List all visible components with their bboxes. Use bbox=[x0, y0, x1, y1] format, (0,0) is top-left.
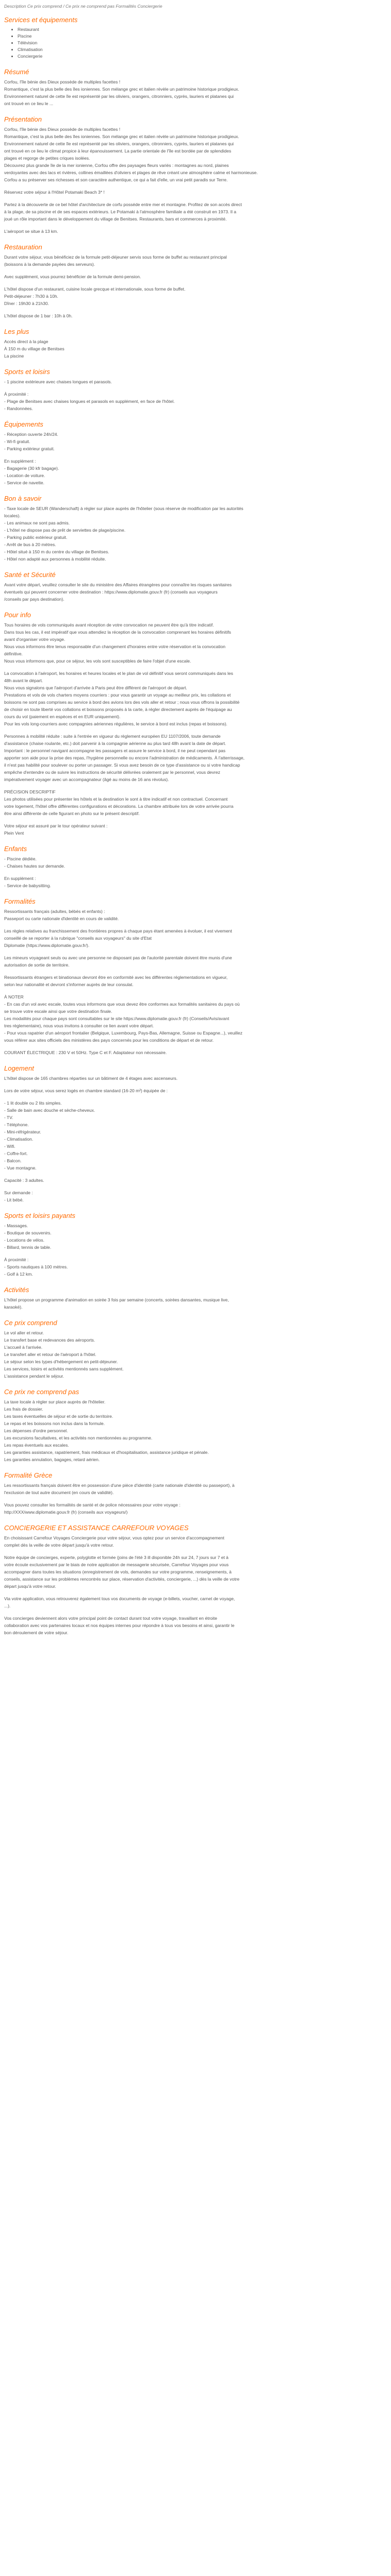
section-ce-prix-ne-comprend-pas bbox=[4, 1388, 387, 1463]
text-line: Accès direct à la plage bbox=[4, 339, 48, 344]
section-sante-et-securite bbox=[4, 571, 387, 603]
paragraph bbox=[4, 670, 387, 727]
text-line: être ainsi différente de celle figurant en photo sur le présent descriptif. bbox=[4, 811, 140, 816]
text-line: ont trouvé en ce lieu le climat propice à leur épanouissement. La partie orientale de l'île est bordée par de splendides bbox=[4, 148, 232, 154]
text-line: Nous vous signalons que l'aéroport d'arrivée à Paris peut être différent de l'aéroport de départ. bbox=[4, 685, 187, 690]
text-line: avant d'organiser votre voyage. bbox=[4, 637, 66, 642]
text-line: - Téléphone. bbox=[4, 1122, 29, 1127]
section-heading-conciergerie-et-assistance-carrefour-voyages: CONCIERGERIE ET ASSISTANCE CARREFOUR VOYAGES bbox=[4, 1524, 189, 1532]
paragraph bbox=[4, 78, 387, 107]
paragraph bbox=[4, 822, 387, 837]
text-line: Ressortissants étrangers et binationaux devront être en conformité avec les différentes réglementations en vigueur, bbox=[4, 975, 228, 980]
text-line: - Les animaux ne sont pas admis. bbox=[4, 520, 70, 526]
text-line: définitive. bbox=[4, 651, 23, 656]
text-line: - Sports nautiques à 100 mètres. bbox=[4, 1264, 68, 1269]
text-line: Environnement naturel de cette île est représenté par les oliviers, orangers, citronniers, cyprès, lauriers et platanes qui bbox=[4, 141, 234, 146]
section-heading-resume: Résumé bbox=[4, 68, 29, 76]
text-line: 48h avant le départ. bbox=[4, 678, 43, 683]
paragraph bbox=[4, 875, 387, 889]
paragraph bbox=[4, 228, 387, 235]
text-line: L'hôtel dispose de 1 bar : 10h à 0h. bbox=[4, 313, 73, 318]
text-line: - Réception ouverte 24h/24. bbox=[4, 432, 58, 437]
paragraph bbox=[4, 1049, 387, 1056]
paragraph bbox=[4, 1099, 387, 1172]
text-line: Les frais de dossier. bbox=[4, 1406, 43, 1412]
text-line: à la plage, de sa piscine et de ses espaces extérieurs. Le Potamaki à l'atmosphère familiale a été construit en 1973. Il a bbox=[4, 209, 237, 214]
text-line: conseils, assistance sur les problèmes rencontrés sur place, réservation d'activités, conciergerie, ...) dès la veille de votre bbox=[4, 1577, 240, 1582]
breadcrumb-text[interactable]: Description Ce prix comprend / Ce prix ne comprend pas Formalités Conciergerie bbox=[4, 4, 162, 9]
text-line: vous référer aux sites officiels des ministères des pays concernés pour les conditions de départ et de retour. bbox=[4, 1038, 214, 1043]
text-line: tres règlementaire), nous vous invitons à consulter ce lien avant votre départ. bbox=[4, 1023, 154, 1028]
text-line: cours du vol (paiement en espèces et en EUR uniquement). bbox=[4, 714, 121, 719]
text-line: empêche d'entendre ou de suivre les instructions de sécurité délivrées oralement par le personnel, vous devrez bbox=[4, 770, 220, 775]
paragraph bbox=[4, 954, 387, 969]
text-line: Vos concierges deviennent alors votre principal point de contact durant tout votre voyage, travaillant en étroite bbox=[4, 1616, 217, 1621]
paragraph bbox=[4, 273, 387, 280]
text-line: - Location de voiture. bbox=[4, 473, 45, 478]
section-sports-et-loisirs bbox=[4, 368, 387, 412]
section-restauration bbox=[4, 243, 387, 319]
text-line: L'aéroport se situe à 13 km. bbox=[4, 229, 58, 234]
text-line: - Service de navette. bbox=[4, 480, 44, 485]
text-line: Le transfert base et redevances des aéroports. bbox=[4, 1337, 95, 1343]
paragraph bbox=[4, 189, 387, 196]
text-line: selon leur nationalité et devront s'informer auprès de leur consulat. bbox=[4, 982, 134, 987]
text-line: votre écoute exclusivement par le biais de notre application de messagerie sécurisée, Carrefour Voyages pour vous bbox=[4, 1562, 229, 1567]
text-line: À proximité : bbox=[4, 392, 29, 397]
paragraph bbox=[4, 312, 387, 319]
paragraph bbox=[4, 1222, 387, 1251]
text-line: se trouve votre escale ainsi que votre destination finale. bbox=[4, 1009, 112, 1014]
text-line: - Hôtel situé à 150 m du centre du village de Benitses. bbox=[4, 549, 109, 554]
section-heading-activites: Activités bbox=[4, 1286, 29, 1294]
text-line: - Randonnées. bbox=[4, 406, 33, 411]
text-line: locales). bbox=[4, 513, 21, 518]
text-line: karaoké). bbox=[4, 1304, 23, 1310]
text-line: - Parking extérieur gratuit. bbox=[4, 446, 55, 451]
text-line: bon déroulement de votre séjour. bbox=[4, 1630, 69, 1635]
text-line: - Climatisation. bbox=[4, 1137, 34, 1142]
text-line: Durant votre séjour, vous bénéficiez de la formule petit-déjeuner servis sous forme de buffet au restaurant principal bbox=[4, 255, 227, 260]
text-line: L'accueil à l'arrivée. bbox=[4, 1345, 43, 1350]
section-formalite-grece bbox=[4, 1471, 387, 1516]
text-line: - Massages. bbox=[4, 1223, 28, 1228]
paragraph bbox=[4, 1087, 387, 1094]
text-line: La convocation à l'aéroport, les horaires et heures locales et le plan de vol définitif vous seront communiqués dans les bbox=[4, 671, 233, 676]
text-line: Les photos utilisées pour présenter les hôtels et la destination le sont à titre indicatif et non contractuel. Concernant bbox=[4, 796, 228, 802]
text-line: Vous pouvez consulter les formalités de santé et de police nécessaires pour votre voyage : bbox=[4, 1502, 181, 1507]
paragraph bbox=[4, 126, 387, 183]
text-line: Avec supplément, vous pourrez bénéficier de la formule demi-pension. bbox=[4, 274, 141, 279]
text-line: - En cas d'un vol avec escale, toutes vous informons que vous devez être conformes aux formalités sanitaires du pays où bbox=[4, 1002, 240, 1007]
text-line: de choisir en toute liberté vos collations et boissons proposés à la carte, à régler directement auprès de l'équipage au bbox=[4, 707, 232, 712]
section-formalites bbox=[4, 897, 387, 1056]
text-line: Les règles relatives au franchissement des frontières propres à chaque pays étant amenées à évoluer, il est vivement bbox=[4, 928, 232, 934]
paragraph bbox=[4, 431, 387, 452]
text-line: collaboration avec vos partenaires locaux et nos équipes internes pour répondre à tous vos besoins et ainsi, garantir le bbox=[4, 1623, 235, 1628]
text-line: Les dépenses d'ordre personnel. bbox=[4, 1428, 68, 1433]
text-line: Sur demande : bbox=[4, 1190, 33, 1195]
text-line: - Vue montagne. bbox=[4, 1165, 37, 1171]
text-line: Plein Vent bbox=[4, 831, 24, 836]
text-line: Le repas et les boissons non inclus dans la formule. bbox=[4, 1421, 105, 1426]
text-line: impérativement voyager avec un accompagnateur (âgé au moins de 16 ans révolus). bbox=[4, 777, 169, 782]
section-heading-les-plus: Les plus bbox=[4, 328, 29, 335]
text-line: Le transfert aller et retour de l'aéroport à l'hôtel. bbox=[4, 1352, 96, 1357]
paragraph bbox=[4, 253, 387, 268]
text-line: Romantique, c'est la plus belle des îles ioniennes. Son mélange grec et italien révèle un patrimoine historique prodigieux. bbox=[4, 134, 239, 139]
text-line: Tous horaires de vols communiqués avant réception de votre convocation ne peuvent être qu'à titre indicatif. bbox=[4, 622, 214, 628]
text-line: Nous vous informons être tenus responsable d'un changement d'horaires entre votre réservation et la convocation bbox=[4, 644, 225, 649]
text-line: - Wi-fi gratuit. bbox=[4, 439, 30, 444]
section-heading-sante-et-securite: Santé et Sécurité bbox=[4, 571, 56, 579]
content-sections bbox=[4, 16, 387, 1636]
text-line: /conseils par pays destination). bbox=[4, 597, 64, 602]
section-les-plus bbox=[4, 328, 387, 360]
text-line: verdoyantes avec des lacs et rivières, collines émaillées d'oliviers et plages de rêve créant une atmosphère calme et harmonieuse. bbox=[4, 170, 258, 175]
text-line: - Pour vous rapatrier d'un aéroport frontalier (Belgique, Luxembourg, Pays-Bas, Allemagne, Suisse ou Espagne...), veuillez bbox=[4, 1030, 242, 1036]
text-line: - TV. bbox=[4, 1115, 13, 1120]
text-line: joué un rôle important dans le développement du village de Benitses. Restaurants, bars et commerces à proximité. bbox=[4, 216, 227, 222]
text-line: - 1 lit double ou 2 lits simples. bbox=[4, 1100, 62, 1106]
paragraph bbox=[4, 927, 387, 949]
list-item: • Conciergerie bbox=[18, 53, 387, 60]
paragraph bbox=[4, 201, 387, 223]
text-line: COURANT ÉLECTRIQUE : 230 V et 50Hz. Type C et F. Adaptateur non nécessaire. bbox=[4, 1050, 167, 1055]
paragraph bbox=[4, 1189, 387, 1204]
text-line: ...). bbox=[4, 1603, 11, 1608]
paragraph bbox=[4, 788, 387, 817]
paragraph bbox=[4, 1075, 387, 1082]
section-pour-info bbox=[4, 611, 387, 837]
text-line: Les repas éventuels aux escales. bbox=[4, 1443, 69, 1448]
paragraph bbox=[4, 505, 387, 563]
paragraph bbox=[4, 855, 387, 870]
text-line: Votre séjour est assuré par le tour opérateur suivant : bbox=[4, 823, 108, 828]
text-line: Corfou, l'île bénie des Dieux possède de multiples facettes ! bbox=[4, 79, 121, 84]
section-heading-sports-et-loisirs-payants: Sports et loisirs payants bbox=[4, 1212, 76, 1219]
paragraph bbox=[4, 733, 387, 783]
text-line: - Lit bébé. bbox=[4, 1197, 24, 1202]
breadcrumb bbox=[4, 3, 387, 10]
text-line: Découvrez plus grande île de la mer ionienne, Corfou offre des paysages fleurs variés : montagnes au nord, plaines bbox=[4, 163, 229, 168]
text-line: Les garanties annulation, bagages, retard aérien. bbox=[4, 1457, 100, 1462]
text-line: Réservez votre séjour à l'Hôtel Potamaki Beach 3* ! bbox=[4, 190, 105, 195]
text-line: accompagner dans toutes les situations (enregistrement de vols, demandes sur votre programme, renseignements, à bbox=[4, 1569, 232, 1574]
section-equipements bbox=[4, 420, 387, 486]
text-line: votre logement, l'hôtel offre différentes configurations et décorations. La chambre attribuée lors de votre arrivée pourra bbox=[4, 804, 234, 809]
text-line: Lors de votre séjour, vous serez logés en chambre standard (16-20 m²) équipée de : bbox=[4, 1088, 168, 1093]
paragraph bbox=[4, 1329, 387, 1380]
text-line: complet dès la veille de votre départ jusqu'à votre retour. bbox=[4, 1543, 114, 1548]
text-line: Le séjour selon les types d'hébergement en petit-déjeuner. bbox=[4, 1359, 118, 1364]
text-line: - Piscine dédiée. bbox=[4, 856, 37, 861]
paragraph bbox=[4, 1256, 387, 1278]
text-line: - Locations de vélos. bbox=[4, 1238, 44, 1243]
text-line: Dans tous les cas, il est impératif que vous attendiez la réception de la convocation comprenant les horaires définitifs bbox=[4, 630, 231, 635]
paragraph bbox=[4, 1482, 387, 1496]
section-bon-a-savoir bbox=[4, 495, 387, 563]
list-item: • Restaurant bbox=[18, 26, 387, 33]
text-line: - Bagagerie (30 kfr bagage). bbox=[4, 466, 59, 471]
text-line: - Service de babysitting. bbox=[4, 883, 51, 888]
text-line: Les taxes éventuelles de séjour et de sortie du territoire. bbox=[4, 1414, 113, 1419]
text-line: - Chaises hautes sur demande. bbox=[4, 863, 66, 869]
text-line: À proximité : bbox=[4, 1257, 29, 1262]
text-line: - Wifi. bbox=[4, 1144, 15, 1149]
paragraph bbox=[4, 1177, 387, 1184]
section-heading-restauration: Restauration bbox=[4, 243, 42, 251]
section-activites bbox=[4, 1286, 387, 1311]
text-line: Important : le personnel navigant accompagne les passagers et assure le service à bord, il ne peut cependant pas bbox=[4, 748, 226, 753]
text-line: Romantique, c'est la plus belle des îles ioniennes. Son mélange grec et italien révèle un patrimoine historique prodigieux. bbox=[4, 87, 239, 92]
section-heading-equipements: Équipements bbox=[4, 420, 43, 428]
text-line: Capacité : 3 adultes. bbox=[4, 1178, 44, 1183]
section-conciergerie-et-assistance-carrefour-voyages bbox=[4, 1524, 387, 1636]
text-line: Personnes à mobilité réduite : suite à l'entrée en vigueur du règlement européen EU 1107/2006, toute demande bbox=[4, 734, 221, 739]
section-heading-sports-et-loisirs: Sports et loisirs bbox=[4, 368, 50, 376]
text-line: Passeport ou carte nationale d'identité en cours de validité. bbox=[4, 916, 119, 921]
section-heading-formalites: Formalités bbox=[4, 897, 36, 905]
paragraph bbox=[4, 993, 387, 1044]
text-line: La piscine bbox=[4, 353, 24, 359]
text-line: Ressortissants français (adultes, bébés et enfants) : bbox=[4, 909, 105, 914]
paragraph bbox=[4, 457, 387, 486]
paragraph bbox=[4, 974, 387, 988]
section-heading-formalite-grece: Formalité Grèce bbox=[4, 1471, 53, 1479]
paragraph bbox=[4, 338, 387, 360]
text-line: http://XXX/www.diplomatie.gouv.fr (fr) (conseils aux voyageurs/) bbox=[4, 1510, 128, 1515]
text-line: L'assistance pendant le séjour. bbox=[4, 1374, 64, 1379]
text-line: l'exclusion de tout autre document (en cours de validité). bbox=[4, 1490, 114, 1495]
text-line: Partez à la découverte de ce bel hôtel d'architecture de corfu posséde entre mer et montagne. Profitez de son accès direct bbox=[4, 202, 242, 207]
section-heading-bon-a-savoir: Bon à savoir bbox=[4, 495, 42, 502]
paragraph bbox=[4, 1595, 387, 1609]
paragraph bbox=[4, 1534, 387, 1549]
text-line: Les ressortissants français doivent être en possession d'une pièce d'identité (carte nationale d'identité ou passeport), à bbox=[4, 1483, 235, 1488]
text-line: Nous vous informons que, pour ce séjour, les vols sont susceptibles de faire l'objet d'une escale. bbox=[4, 658, 191, 664]
text-line: - Billard, tennis de table. bbox=[4, 1245, 52, 1250]
text-line: Petit-déjeuner : 7h30 à 10h. bbox=[4, 294, 58, 299]
text-line: - Plage de Benitses avec chaises longues et parasols en supplément, en face de l'hôtel. bbox=[4, 399, 175, 404]
text-line: conseillé de se reporter à la rubrique "conseils aux voyageurs" du site d'Etat bbox=[4, 936, 152, 941]
paragraph bbox=[4, 1501, 387, 1516]
text-line: En supplément : bbox=[4, 876, 36, 881]
text-line: PRÉCISION DESCRIPTIF bbox=[4, 789, 56, 794]
text-line: Prestations et vols de vols charters moyens courriers : pour vous garantir un voyage au meilleur prix, les collations et bbox=[4, 692, 231, 698]
paragraph bbox=[4, 378, 387, 385]
text-line: Corfou a su préserver ses richesses et son caractère authentique, ce qui a fait d'elle, un vrai petit paradis sur Terre. bbox=[4, 177, 228, 182]
text-line: L'hôtel propose un programme d'animation en soirée 3 fois par semaine (concerts, soirées dansantes, musique live, bbox=[4, 1297, 229, 1302]
text-line: Via votre application, vous retrouverez également tous vos documents de voyage (e-billets, voucher, carnet de voyage, bbox=[4, 1596, 235, 1601]
text-line: Diplomatie (https://www.diplomatie.gouv.fr/). bbox=[4, 943, 90, 948]
paragraph bbox=[4, 285, 387, 307]
text-line: À NOTER bbox=[4, 994, 24, 999]
text-line: - Arrêt de bus à 20 mètres. bbox=[4, 542, 56, 547]
text-line: boissons ne sont pas comprises au service à bord des avions lors des vols aller et retour ; nous vous offrons la possibilité bbox=[4, 700, 240, 705]
text-line: apporter son aide pour la prise des repas, l'hygiène personnelle ou encore l'administration de médicaments. À l'atterrissage, bbox=[4, 755, 245, 760]
text-line: plages et regorge de petites criques isolées. bbox=[4, 156, 90, 161]
paragraph bbox=[4, 908, 387, 922]
paragraph bbox=[4, 1296, 387, 1311]
text-line: autorisation de sortie de territoire. bbox=[4, 962, 70, 968]
text-line: - Mini-réfrigérateur. bbox=[4, 1129, 41, 1134]
text-line: Les excursions facultatives, et les activités non mentionnées au programme. bbox=[4, 1435, 153, 1440]
section-presentation bbox=[4, 115, 387, 235]
text-line: - Boutique de souvenirs. bbox=[4, 1230, 52, 1235]
text-line: Les services, loisirs et activités mentionnés sans supplément. bbox=[4, 1366, 124, 1371]
section-services-et-equipements bbox=[4, 16, 387, 60]
section-heading-services-et-equipements: Services et équipements bbox=[4, 16, 78, 24]
text-line: En choisissant Carrefour Voyages Conciergerie pour votre séjour, vous optez pour un service d'accompagnement bbox=[4, 1535, 224, 1540]
section-resume bbox=[4, 68, 387, 107]
list-item: • Piscine bbox=[18, 33, 387, 40]
text-line: La taxe locale à régler sur place auprès de l'hôtelier. bbox=[4, 1399, 106, 1404]
text-line: En supplément : bbox=[4, 459, 36, 464]
section-logement bbox=[4, 1064, 387, 1204]
text-line: - Hôtel non adapté aux personnes à mobilité réduite. bbox=[4, 556, 106, 562]
text-line: Environnement naturel de cette île est représenté par les oliviers, orangers, citronniers, cyprès, lauriers et platanes qui bbox=[4, 94, 234, 99]
text-line: - Parking public extérieur gratuit. bbox=[4, 535, 68, 540]
text-line: - L'hôtel ne dispose pas de prêt de serviettes de plage/piscine. bbox=[4, 528, 126, 533]
section-heading-ce-prix-ne-comprend-pas: Ce prix ne comprend pas bbox=[4, 1388, 79, 1396]
amenities-list bbox=[4, 26, 387, 60]
text-line: Notre équipe de concierges, experte, polyglotte et formée (joins de l'été 3 ill disponible 24h sur 24, 7 jours sur 7 et à bbox=[4, 1555, 229, 1560]
text-line: Pour les vols long-courriers avec compagnies aériennes régulières, le service à bord est inclus (repas et boissons). bbox=[4, 721, 227, 726]
paragraph bbox=[4, 1615, 387, 1636]
text-line: - 1 piscine extérieure avec chaises longues et parasols. bbox=[4, 379, 112, 384]
text-line: L'hôtel dispose d'un restaurant, cuisine locale grecque et internationale, sous forme de buffet. bbox=[4, 286, 186, 292]
paragraph bbox=[4, 1398, 387, 1463]
section-ce-prix-comprend bbox=[4, 1319, 387, 1380]
text-line: Dîner : 19h30 à 21h30. bbox=[4, 301, 49, 306]
text-line: Le vol aller et retour. bbox=[4, 1330, 44, 1335]
text-line: éventuels qui peuvent concerner votre destination : https://www.diplomatie.gouv.fr (fr) (conseils aux voyageurs bbox=[4, 589, 218, 595]
section-heading-logement: Logement bbox=[4, 1064, 34, 1072]
paragraph bbox=[4, 1554, 387, 1590]
text-line: Les mineurs voyageant seuls ou avec une personne ne disposant pas de l'autorité parentale doivent être munis d'une bbox=[4, 955, 232, 960]
text-line: À 150 m du village de Benitses bbox=[4, 346, 64, 351]
section-sports-et-loisirs-payants bbox=[4, 1212, 387, 1278]
section-heading-ce-prix-comprend: Ce prix comprend bbox=[4, 1319, 57, 1327]
paragraph bbox=[4, 621, 387, 665]
text-line: - Golf à 12 km. bbox=[4, 1272, 33, 1277]
text-line: - Coffre-fort. bbox=[4, 1151, 28, 1156]
text-line: - Balcon. bbox=[4, 1158, 22, 1163]
text-line: - Taxe locale de SEUR (Wanderschaft) à régler sur place auprès de l'hôtelier (sous réserve de modification par les autorités bbox=[4, 506, 243, 511]
section-heading-enfants: Enfants bbox=[4, 845, 27, 853]
text-line: - Salle de bain avec douche et sèche-cheveux. bbox=[4, 1108, 95, 1113]
text-line: il n'est pas habilité pour soulever ou porter un passager. Si vous avez besoin de ce type d'assistance ou si votre handicap bbox=[4, 762, 240, 768]
section-enfants bbox=[4, 845, 387, 889]
text-line: Avant votre départ, veuillez consulter le site du ministère des Affaires étrangères pour connaître les risques sanitaires bbox=[4, 582, 232, 587]
text-line: Corfou, l'île bénie des Dieux possède de multiples facettes ! bbox=[4, 127, 121, 132]
text-line: ont trouvé en ce lieu le ... bbox=[4, 101, 53, 106]
section-heading-pour-info: Pour info bbox=[4, 611, 31, 619]
list-item: • Télévision bbox=[18, 40, 387, 46]
text-line: Les garanties assistance, rapatriement, frais médicaux et d'hospitalisation, assistance juridique et pénale. bbox=[4, 1450, 209, 1455]
text-line: (boissons à la demande payées des serveurs). bbox=[4, 262, 95, 267]
paragraph bbox=[4, 581, 387, 603]
text-line: Les modalités pour chaque pays sont consultables sur le site https://www.diplomatie.gouv.fr (fr) (Conseils/Avis/avant bbox=[4, 1016, 230, 1021]
text-line: d'assistance (chaise roulante, etc.) doit parvenir à la compagnie aérienne au plus tard 48h avant la date de départ. bbox=[4, 741, 226, 746]
text-line: départ jusqu'à votre retour. bbox=[4, 1584, 56, 1589]
text-line: L'hôtel dispose de 165 chambres réparties sur un bâtiment de 4 étages avec ascenseurs. bbox=[4, 1076, 178, 1081]
list-item: • Climatisation bbox=[18, 46, 387, 53]
paragraph bbox=[4, 391, 387, 412]
section-heading-presentation: Présentation bbox=[4, 115, 42, 123]
